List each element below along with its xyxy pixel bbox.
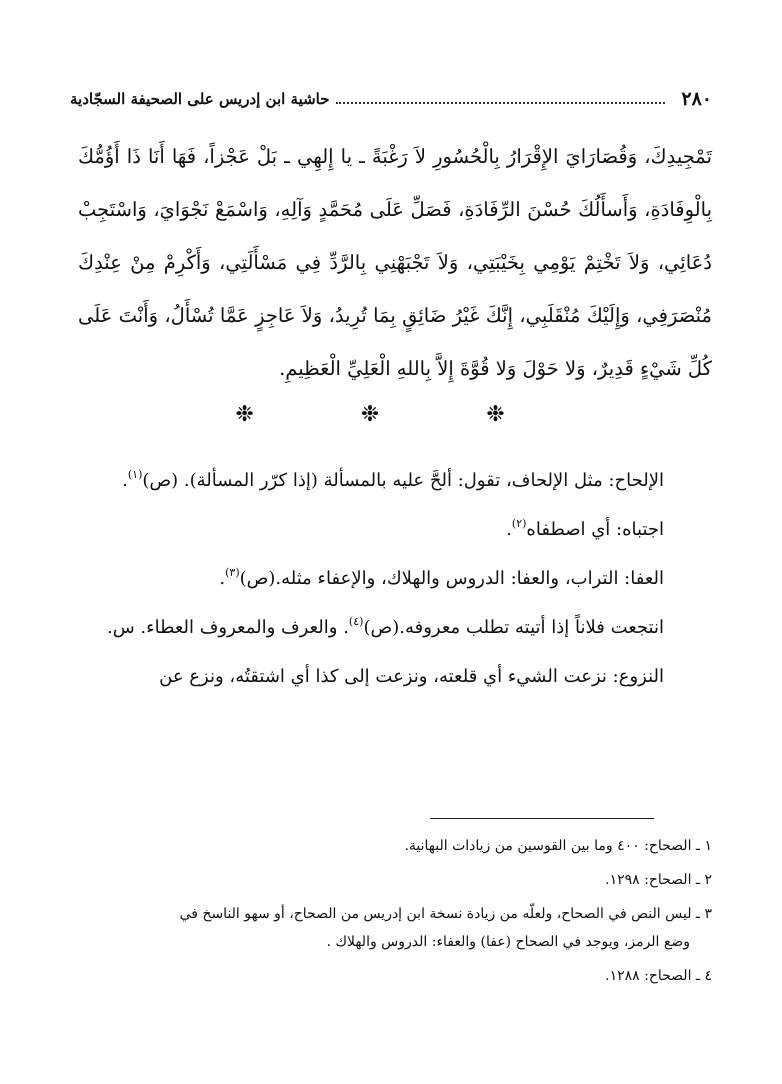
footnote-divider — [430, 818, 654, 819]
glossary-entries — [78, 458, 712, 701]
asterism-icon: ❉ — [360, 402, 422, 427]
glossary-entry — [78, 654, 712, 701]
entry-tail: . — [122, 470, 128, 491]
asterism-icon: ❉ — [235, 402, 296, 427]
glossary-entry — [78, 458, 712, 505]
footnote: ٤ ـ الصحاح: ١٢٨٨. — [605, 968, 712, 984]
entry-tail: . — [506, 519, 512, 540]
footnote: ١ ـ الصحاح: ٤٠٠ وما بين القوسين من زيادات البهانية. — [404, 838, 712, 854]
entry-text: النزوع: نزعت الشيء أي قلعته، ونزعت إلى كذا أي اشتقتُه، ونزع عن — [159, 666, 664, 687]
footnote-ref[interactable]: (٤) — [348, 615, 364, 628]
entry-text: انتجعت فلاناً إذا أتيته تطلب معروفه.(ص) — [363, 617, 664, 638]
entry-text: العفا: التراب، والعفا: الدروس والهلاك، والإعفاء مثله.(ص) — [239, 568, 664, 589]
asterism-icon: ❉ — [486, 402, 547, 427]
footnote: ٢ ـ الصحاح: ١٢٩٨. — [605, 872, 712, 888]
footnote-ref[interactable]: (١) — [127, 468, 143, 481]
page-number: ٢٨٠ — [681, 88, 712, 110]
footnote-ref[interactable]: (٣) — [225, 566, 240, 579]
footnote: ٣ ـ ليس النص في الصحاح، ولعلّه من زيادة نسخة ابن إدريس من الصحاح، أو سهو الناسخ في — [179, 906, 712, 922]
entry-text: اجتباه: أي اصطفاه — [526, 519, 664, 540]
footnote-ref[interactable]: (٢) — [511, 517, 527, 530]
footnote-continuation: وضع الرمز، ويوجد في الصحاح (عفا) والعفاء: الدروس والهلاك . — [326, 934, 690, 950]
entry-text: الإلحاح: مثل الإلحاف، تقول: ألحَّ عليه بالمسألة (إذا كرّر المسألة). (ص) — [142, 470, 664, 491]
entry-tail: . والعرف والمعروف العطاء. س. — [107, 617, 349, 638]
glossary-entry — [78, 605, 712, 652]
footnotes — [78, 832, 712, 996]
glossary-entry — [78, 556, 712, 603]
supplication-text: تَمْجِيدِكَ، وَقُصَارَايَ الإِقْرَارُ بِالْحُسُورِ لاَ رَغْبَةً ـ يا إِلهِي ـ بَلْ عَجْزاً، فَهَا أَنَا ذَا أَؤُمُّكَ بِالْوِفَادَةِ، وَأَسأَلُكَ حُسْنَ الرِّفَادَةِ، فَصَلِّ عَلَى مُحَمَّدٍ وَآلِهِ، وَاسْمَعْ نَجْوَايَ، وَاسْتَجِبْ دُعَائِي، وَلاَ تَخْتِمْ يَوْمِي بِخَيْبَتِي، وَلاَ تَجْبَهْنِي بِالرَّدِّ فِي مَسْأَلَتِي، وَأَكْرِمْ مِنْ عِنْدِكَ مُنْصَرَفِي، وَإِلَيْكَ مُنْقَلَبِي، إِنَّكَ غَيْرُ ضَائِقٍ بِمَا تُرِيدُ، وَلاَ عَاجِزٍ عَمَّا تُسْأَلُ، وَأَنْتَ عَلَى كُلِّ شَيْءٍ قَدِيرٌ، وَلا حَوْلَ وَلا قُوَّةَ إِلاَّ بِاللهِ الْعَلِيِّ الْعَظِيمِ. — [78, 145, 712, 380]
entry-tail: . — [219, 568, 226, 589]
dotted-leader — [336, 102, 666, 104]
running-title: حاشية ابن إدريس على الصحيفة السجّادية — [70, 90, 330, 108]
section-separator — [0, 402, 782, 427]
page-header — [70, 86, 712, 112]
glossary-entry — [78, 507, 712, 554]
